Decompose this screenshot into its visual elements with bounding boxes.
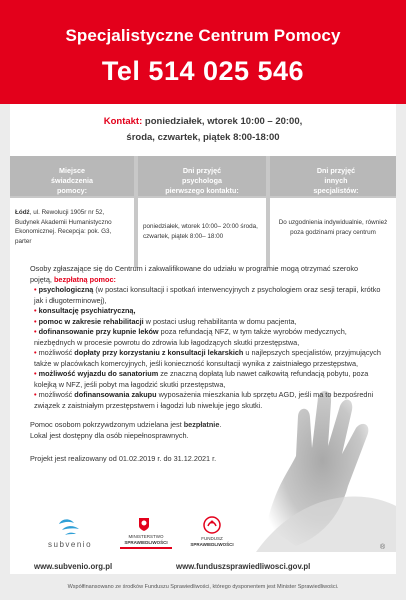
list-item: • dofinansowanie przy kupnie leków poza refundacją NFZ, w tym także wyrobów medycznych, niezbędnych w procesie powrotu do zdrowia lub łagodzących skutki przestępstwa,	[34, 327, 347, 347]
ministry-underline	[120, 547, 172, 549]
free-bold: bezpłatnie	[183, 420, 220, 429]
contact-line-2: środa, czwartek, piątek 8:00-18:00	[126, 132, 280, 143]
ministry-emblem-icon	[137, 516, 151, 532]
intro-text: Osoby zgłaszające się do Centrum i zakwalifikowane do udziału w programie mogą otrzymać szeroko pojętą,	[30, 264, 359, 284]
contact-label: Kontakt:	[103, 116, 143, 127]
fund-emblem-icon	[203, 516, 221, 534]
list-item: • psychologiczną (w postaci konsultacji i spotkań interwencyjnych z psychologiem oraz sesji terapii, krótko jak i długoterminowej),	[34, 285, 381, 305]
table-cell-specialists: Do uzgodnienia indywidualnie, również poza godzinami pracy centrum	[270, 198, 396, 268]
poster-content	[10, 104, 396, 574]
list-item: • pomoc w zakresie rehabilitacji w postaci usług rehabilitanta w domu pacjenta,	[34, 316, 297, 326]
table-cell-location-text: , ul. Rewolucji 1905r nr 52, Budynek Akademii Humanistyczno Ekonomicznej. Recepcja: pok. G3, parter	[15, 209, 112, 245]
list-item: • możliwość wyjazdu do sanatorium ze znaczną dopłatą lub nawet całkowitą refundacją pobytu, poza kolejką w NFZ, jeśli pobyt ma łagodzić skutki przestępstwa,	[34, 369, 369, 389]
fund-name: FUNDUSZ SPRAWIEDLIWOŚCI	[190, 536, 234, 547]
fund-url[interactable]: www.funduszsprawiedliwosci.gov.pl	[176, 562, 311, 571]
header-banner	[0, 0, 406, 104]
contact-line-1: poniedziałek, wtorek 10:00 – 20:00,	[144, 116, 303, 127]
list-item: • możliwość dofinansowania zakupu wyposażenia mieszkania lub sprzętu AGD, jeśli ma to bezpośredni związek z zaistniałym przestępstwem i łagodzi lub niweluje jego skutki.	[34, 390, 374, 410]
list-item: • możliwość dopłaty przy korzystaniu z konsultacji lekarskich u najlepszych specjalistów, przyjmujących także w placówkach komercyjnych, jeśli konieczność konsultacji wynika z zaistniałego przestępstwa,	[34, 348, 381, 368]
subvenio-logo-icon	[56, 516, 82, 538]
footer-note: Współfinansowano ze środków Funduszu Sprawiedliwości, którego dysponentem jest Minister Sprawiedliwości.	[0, 574, 406, 600]
subvenio-url[interactable]: www.subvenio.org.pl	[34, 562, 113, 571]
intro-highlight: bezpłatną pomoc:	[53, 274, 116, 284]
registered-mark: ®	[380, 544, 386, 551]
table-header-specialists: Dni przyjęć innych specjalistów:	[270, 156, 396, 196]
free-help-note: Pomoc osobom pokrzywdzonym udzielana jest bezpłatnie. Lokal jest dostępny dla osób niepełnosprawnych.	[30, 420, 280, 441]
contact-hours	[10, 114, 396, 146]
accessibility-note: Lokal jest dostępny dla osób niepełnosprawnych.	[30, 430, 189, 440]
poster-title: Specjalistyczne Centrum Pomocy	[65, 26, 341, 45]
logos-area	[10, 504, 396, 574]
table-header-psychologist: Dni przyjęć psychologa pierwszego kontaktu:	[138, 156, 266, 196]
subvenio-name: subvenio	[48, 540, 93, 549]
project-dates: Projekt jest realizowany od 01.02.2019 r. do 31.12.2021 r.	[30, 454, 217, 463]
table-header-location: Miejsce świadczenia pomocy:	[10, 156, 134, 196]
table-cell-location: Łódź, ul. Rewolucji 1905r nr 52, Budynek Akademii Humanistyczno Ekonomicznej. Recepcja: pok. G3, parter	[10, 198, 134, 268]
list-item: • konsultację psychiatryczną,	[34, 306, 136, 315]
table-cell-psychologist: poniedziałek, wtorek 10:00– 20:00 środa, czwartek, piątek 8:00– 18:00	[138, 198, 266, 268]
schedule-table	[10, 156, 396, 268]
description	[30, 264, 382, 411]
phone-number[interactable]: Tel 514 025 546	[101, 56, 305, 86]
ministry-name: MINISTERSTWO SPRAWIEDLIWOŚCI	[124, 534, 168, 545]
